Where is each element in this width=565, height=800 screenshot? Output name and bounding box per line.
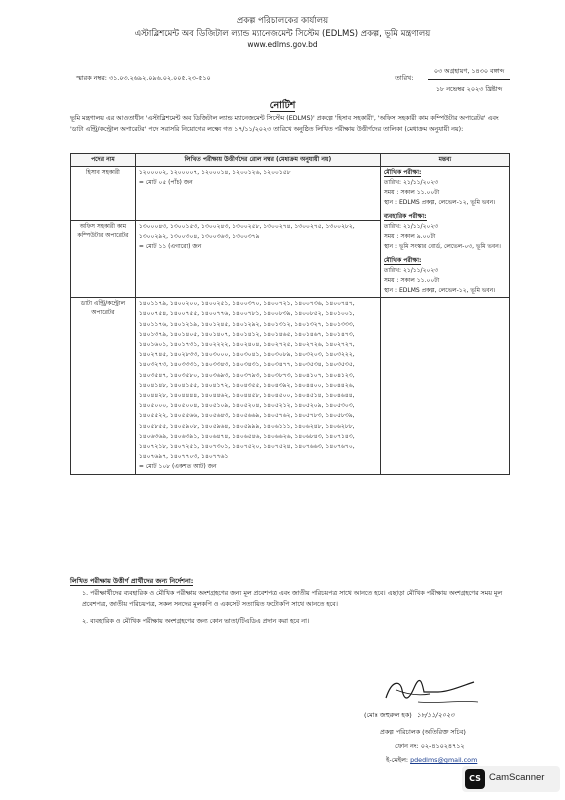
header-remarks: মন্তব্য bbox=[380, 154, 509, 167]
remarks-cell bbox=[380, 167, 509, 298]
signatory-name bbox=[364, 710, 454, 721]
remark-date: তারিখ: ২১/১১/২০২৩ bbox=[383, 179, 439, 187]
remark-title-text: মৌখিক পরীক্ষা: bbox=[383, 169, 422, 177]
roll-cell bbox=[135, 298, 380, 474]
remark-title-text: মৌখিক পরীক্ষা: bbox=[383, 257, 422, 265]
email-label: ই-মেইল: bbox=[386, 756, 409, 764]
signatory-phone: ফোন নং: ০২-৪১০২৪৭১২ bbox=[395, 742, 465, 750]
signatory-name-text: (মোঃ জহুরুল হক) bbox=[364, 711, 412, 719]
roll-total: = মোট ০৫ (পাঁচ) জন bbox=[138, 179, 193, 187]
signatory-designation: প্রকল্প পরিচালক (অতিরিক্ত সচিব) bbox=[380, 728, 466, 736]
date-english: ১৮ নভেম্বর ২০২৩ খ্রিষ্টাব্দ bbox=[435, 85, 503, 93]
table-header-row bbox=[71, 154, 510, 167]
header-post: পদের নাম bbox=[71, 154, 136, 167]
remark-title bbox=[384, 168, 506, 178]
signature-image bbox=[378, 676, 508, 708]
instructions-title-text: লিখিত পরীক্ষায় উত্তীর্ণ প্রার্থীদের জন্য নির্দেশনা: bbox=[70, 577, 194, 585]
signatory-email bbox=[386, 755, 477, 766]
instruction-item: ১. পরীক্ষার্থীদের ব্যবহারিক ও মৌখিক পরীক্ষায় অংশগ্রহণের জন্য মূল প্রবেশপত্র এবং জাতীয় পরিচয়পত্র সাথে আনতে হবে। এছাড়া মৌখিক পরীক্ষায় অংশগ্রহণের সময় মূল প্রবেশপত্র, জাতীয় পরিচয়পত্র, সকল সনদের মূলকপি ও একসেট সত্যায়িত ফটোকপি সাথে আনতে হবে। bbox=[82, 590, 503, 608]
table-row bbox=[71, 167, 510, 221]
roll-cell bbox=[135, 220, 380, 297]
post-name: হিসাব সহকারী bbox=[71, 167, 136, 221]
memo-number: স্মারক নম্বর: ৩১.০৩.২৬৯২.০৯৬.০২.০০৫.২৩-৫১০ bbox=[76, 74, 211, 82]
instructions-title bbox=[70, 576, 193, 587]
post-name: অফিস সহকারী কাম কম্পিউটার অপারেটর bbox=[71, 220, 136, 297]
instruction-item: ২. ব্যবহারিক ও মৌখিক পরীক্ষায় অংশগ্রহণের জন্য কোন ভাতা/টিএডিএ প্রদান করা হবে না। bbox=[82, 618, 310, 625]
roll-list: ১২০০০০২, ১২০০০০৭, ১২০০০১৪, ১২০০১২৬, ১২০০১৫৮ bbox=[138, 169, 291, 177]
remark-place: স্থান : EDLMS প্রকল্প, লেভেল-১২, ভূমি ভবন। bbox=[383, 287, 496, 295]
remark-title-text: ব্যবহারিক পরীক্ষা: bbox=[383, 213, 427, 221]
camscanner-logo-icon: CS bbox=[465, 769, 485, 789]
table-row bbox=[71, 298, 510, 474]
remark-date: তারিখ: ২১/১১/২০২৩ bbox=[383, 223, 439, 231]
remark-time: সময় : সকাল ৯.০০টা bbox=[383, 233, 436, 241]
date-block bbox=[428, 66, 510, 95]
roll-total: = মোট ১১ (এগারো) জন bbox=[138, 243, 202, 251]
remark-date: তারিখ: ২১/১১/২০২৩ bbox=[383, 267, 439, 275]
remark-place: স্থান : ভূমি সংস্কার বোর্ড, লেভেল-০৩, ভূমি ভবন। bbox=[383, 243, 501, 251]
remark-title bbox=[384, 256, 506, 266]
office-name: প্রকল্প পরিচালকের কার্যালয় bbox=[236, 16, 329, 26]
website-link[interactable]: www.edlms.gov.bd bbox=[247, 40, 318, 49]
remark-time: সময় : সকাল ১১.০০টা bbox=[383, 277, 440, 285]
roll-total: = মোট ১০৮ (একশত আট) জন bbox=[138, 463, 217, 471]
date-bangla: ০৩ অগ্রহায়ণ, ১৪৩০ বঙ্গাব্দ bbox=[428, 66, 510, 80]
remark-time: সময় : সকাল ১১.০০টা bbox=[383, 189, 440, 197]
results-table bbox=[70, 153, 510, 475]
camscanner-watermark bbox=[462, 766, 560, 792]
notice-title-text: নোটিশ bbox=[269, 100, 296, 111]
roll-list: ১৩০০০৪৩, ১৩০০১৫৩, ১৩০০২৪৩, ১৩০০২৫৮, ১৩০০২৭৪, ১৩০০২৭৫, ১৩০০২৮২, ১৩০০২৯২, ১৩০০৩০৪, ১৩০০৩৬৩, ১৩০০৩৭৯ bbox=[138, 222, 355, 241]
header-rolls: লিখিত পরীক্ষায় উত্তীর্ণদের রোল নম্বর (মেধাক্রম অনুযায়ী নয়) bbox=[135, 154, 380, 167]
notice-title bbox=[0, 99, 565, 114]
remark-place: স্থান : EDLMS প্রকল্প, লেভেল-১২, ভূমি ভবন। bbox=[383, 199, 496, 207]
handwritten-date: ১৮/১১/২০২৩ bbox=[416, 711, 455, 719]
roll-list: ১৪০১১৭৯, ১৪০০২০০, ১৪০০২৫১, ১৪০০৩৭০, ১৪০০৭২১, ১৪০০৭৩৬, ১৪০০৭৪৭, ১৪০০৭৫৪, ১৪০০৭৫৫, ১৪০০৭৭৬, ১৪০০৭৮১, ১৪০০৮৩৯, ১৪০০৮৫২, ১৪০১০০১, ১৪০১১৭৬, ১৪০১২১৯, ১৪০১২৪৫, ১৪০১২৯২, ১৪০১৩১২, ১৪০১৩২৭, ১৪০১৩৩৩, ১৪০১৩৭৯, ১৪০১৪০৫, ১৪০১৪০৭, ১৪০১৪১২, ১৪০১৪৬৫, ১৪০১৪৬৭, ১৪০১৪৭৩, ১৪০১৬০১, ১৪০১৭৩১, ১৪০২২২২, ১৪০২৪০৪, ১৪০২৭২৫, ১৪০২৭২৬, ১৪০২৭২৭, ১৪০২৭৪৫, ১৪০২৮৩৩, ১৪০৩০০০, ১৪০৩০৪১, ১৪০৩০৮৯, ১৪০৩২০৩, ১৪০৩২২২, ১৪০৩২৭৩, ১৪০৩৩৩১, ১৪০৩৩৪৩, ১৪০৩৪৩১, ১৪০৩৪৭৭, ১৪০৩৫৩৪, ১৪০৩৫৩৫, ১৪০৩৫৪৭, ১৪০৩৫৮০, ১৪০৩৬৯৩, ১৪০৩৭৯৩, ১৪০৩৮৭৩, ১৪০৪১০৭, ১৪০৪১২৩, ১৪০৪১৪৮, ১৪০৪১৫৫, ১৪০৪১৭২, ১৪০৪৩৫৫, ১৪০৪৩৯২, ১৪০৪৪০০, ১৪০৪৪২৬, ১৪০৪৪২৮, ১৪০৪৪৪৪, ১৪০৪৪৬২, ১৪০৪৪৫৮, ১৪০৪৫০০, ১৪০৪৫১৪, ১৪০৪৬৪৪, ১৪০৫০০০, ১৪০৫০০৪, ১৪০৫১০৯, ১৪০৫২০৪, ১৪০৫২১২, ১৪০৫২০৯, ১৪০৫৩০৩, ১৪০৫৫২২, ১৪০৫৫৬৬, ১৪০৫৬৪৩, ১৪০৫৬৬৯, ১৪০৫৭৬২, ১৪০৫৭৮৩, ১৪০৫৮৩৯, ১৪০৫৮৫৫, ১৪০৫৯০৮, ১৪০৫৯৬৪, ১৪০৫৯৯৯, ১৪০৬১১১, ১৪০৬২৪৮, ১৪০৬২৮৮, ১৪০৬৩৬৯, ১৪০৬৩৯১, ১৪০৬৪৭৪, ১৪০৬৫৪৬, ১৪০৬৬২৬, ১৪০৬৮৪৩, ১৪০৭১৪৩, ১৪০৭২১৮, ১৪০৭২৫১, ১৪০৭৩০১, ১৪০৭৫২০, ১৪০৭৫২৪, ১৪০৭৬৬৩, ১৪০৭৬৭০, ১৪০৭৬৯৭, ১৪০৭৭০৩, ১৪০৭৭৬১ bbox=[138, 300, 355, 461]
email-link[interactable]: pdedlms@gmail.com bbox=[410, 756, 478, 764]
remarks-cell bbox=[380, 298, 509, 474]
camscanner-name: CamScanner bbox=[489, 772, 545, 783]
notice-intro: ভূমি মন্ত্রণালয় এর আওতাধীন 'এস্টাব্লিশমেন্ট অব ডিজিটাল ল্যান্ড ম্যানেজমেন্ট সিস্টেম (EDLMS)' প্রকল্পে 'হিসাব সহকারী', 'অফিস সহকারী কাম কম্পিউটার অপারেটর' এবং 'ডাটা এন্ট্রি/কন্ট্রোল অপারেটর' পদে সরাসরি নিয়োগের লক্ষ্যে গত ১৭/১১/২০২৩ তারিখে অনুষ্ঠিত লিখিত পরীক্ষায় উত্তীর্ণদের তালিকা (মেধাক্রম অনুযায়ী নয়): bbox=[70, 115, 499, 134]
roll-cell bbox=[135, 167, 380, 221]
project-name: এস্টাব্লিশমেন্ট অব ডিজিটাল ল্যান্ড ম্যানেজমেন্ট সিস্টেম (EDLMS) প্রকল্প, ভূমি মন্ত্রণালয় bbox=[134, 29, 431, 39]
post-name: ডাটা এন্ট্রি/কন্ট্রোল অপারেটর bbox=[71, 298, 136, 474]
date-label: তারিখ: bbox=[395, 74, 414, 82]
remark-title bbox=[384, 212, 506, 222]
